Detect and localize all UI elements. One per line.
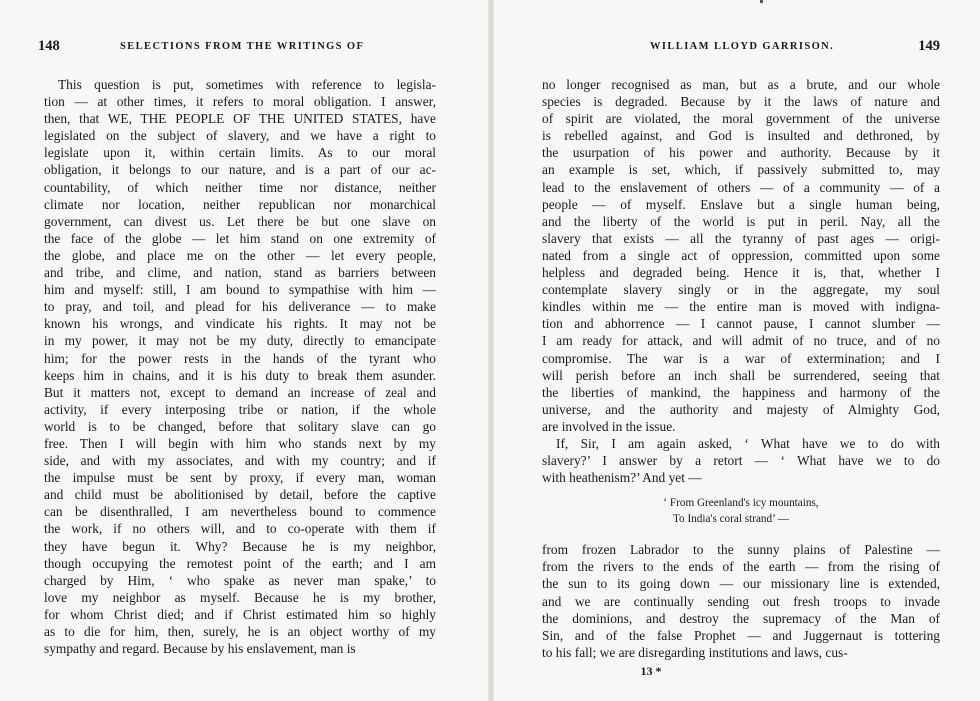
text-line: helpless and degraded being. Hence it is, that, whether I xyxy=(542,265,940,281)
text-line: charged by Him, ‘ who spake as never man spake,’ to xyxy=(44,572,436,588)
right-paragraph-2 xyxy=(542,435,940,486)
text-line: him and myself: still, I am bound to sympathise with him — xyxy=(44,282,436,298)
text-line: slavery that exists — all the tyranny of past ages — origi- xyxy=(542,230,940,246)
right-page-number: 149 xyxy=(918,38,940,54)
text-line: then, that WE, THE PEOPLE OF THE UNITED STATES, have xyxy=(44,111,436,127)
text-line: to pray, and toil, and plead for his deliverance — to make xyxy=(44,299,436,315)
text-line: from the rivers to the ends of the earth — from the rising of xyxy=(542,559,940,575)
right-running-head xyxy=(542,40,940,62)
text-line: the liberties of mankind, the happiness and harmony of the xyxy=(542,384,940,400)
text-line: and child must be abolitionised by detail, before the captive xyxy=(44,487,436,503)
text-line: and we are continually sending out fresh troops to invade xyxy=(542,593,940,609)
signature-mark: 13 * xyxy=(640,663,662,678)
text-line: species is degraded. Because by it the laws of nature and xyxy=(542,94,940,110)
text-line: are involved in the issue. xyxy=(542,418,676,434)
text-line: obligation, it belongs to our nature, and is a part of our ac- xyxy=(44,162,436,178)
text-line: known his wrongs, and vindicate his rights. It may not be xyxy=(44,316,436,332)
text-line: and the liberty of the world is put in peril. Nay, all the xyxy=(542,213,940,229)
right-page xyxy=(494,0,980,701)
text-line: climate nor location, neither republican nor monarchical xyxy=(44,196,436,212)
text-line: they have begun it. Why? Because he is my neighbor, xyxy=(44,538,436,554)
verse-quotation xyxy=(542,496,940,527)
text-line: the usurpation of his power and authority. Because by it xyxy=(542,145,940,161)
text-line: tion — at other times, it refers to moral obligation. I answer, xyxy=(44,94,436,110)
right-body-text xyxy=(542,76,940,680)
text-line: in my power, it may not be my duty, directly to emancipate xyxy=(44,333,436,349)
text-line: keeps him in chains, and it is his duty to break them asunder. xyxy=(44,367,436,383)
text-line: will perish before an inch shall be surrendered, seeing that xyxy=(542,367,940,383)
text-line: government, can divest us. Let there be but one slave on xyxy=(44,213,436,229)
text-line: the sun to its going down — our missionary line is extended, xyxy=(542,576,940,592)
right-paragraph-1 xyxy=(542,76,940,435)
text-line: the dominions, and destroy the supremacy of the Man of xyxy=(542,610,940,626)
right-running-title: WILLIAM LLOYD GARRISON. xyxy=(650,41,835,52)
text-line: love my neighbor as myself. Because he is my brother, xyxy=(44,589,436,605)
text-line: to his fall; we are disregarding institutions and laws, cus- xyxy=(542,644,848,660)
text-line: of spirit are violated, the moral government of the universe xyxy=(542,111,940,127)
text-line: tion and abhorrence — I cannot pause, I cannot slumber — xyxy=(542,316,940,332)
text-line: If, Sir, I am again asked, ‘ What have we to do with xyxy=(556,435,940,451)
text-line: This question is put, sometimes with reference to legisla- xyxy=(58,77,436,92)
text-line: him; for the power rests in the hands of the tyrant who xyxy=(44,350,436,366)
text-line: world is to be changed, before that solitary slave can go xyxy=(44,418,436,434)
text-line: Sin, and of the false Prophet — and Juggernaut is tottering xyxy=(542,627,940,643)
text-line: the impulse must be sent by proxy, if every man, woman xyxy=(44,470,436,486)
text-line: universe, and the authority and majesty of Almighty God, xyxy=(542,401,940,417)
text-line: no longer recognised as man, but as a brute, and our whole xyxy=(542,77,940,92)
text-line: the globe, and place me on the other — let every people, xyxy=(44,247,436,263)
text-line: legislate upon it, within certain limits. As to our moral xyxy=(44,145,436,161)
text-line: people — of myself. Enslave but a single human being, xyxy=(542,196,940,212)
text-line: contemplate slavery singly or in the aggregate, my soul xyxy=(542,282,940,298)
text-line: for whom Christ died; and if Christ estimated him so highly xyxy=(44,606,436,622)
text-line: But it matters not, except to demand an increase of zeal and xyxy=(44,384,436,400)
text-line: though occupying the remotest point of the earth; and I am xyxy=(44,555,436,571)
text-line: countability, of which neither time nor distance, neither xyxy=(44,179,436,195)
left-page xyxy=(0,0,488,701)
text-line: from frozen Labrador to the sunny plains of Palestine — xyxy=(542,542,940,558)
left-body-text xyxy=(44,76,436,657)
print-speck xyxy=(760,0,763,3)
text-line: legislated on the subject of slavery, and we have a right to xyxy=(44,128,436,144)
text-line: can be disenthralled, I am nevertheless bound to commence xyxy=(44,504,436,520)
right-paragraph-3 xyxy=(542,541,940,661)
left-running-head xyxy=(38,40,458,62)
text-line: sympathy and regard. Because by his enslavement, man is xyxy=(44,641,356,657)
verse-line: ‘ From Greenland's icy mountains, xyxy=(663,497,819,510)
text-line: side, and with my associates, and with my country; and if xyxy=(44,453,436,469)
text-line: an example is set, which, if passively submitted to, may xyxy=(542,162,940,178)
text-line: with heathenism?’ And yet — xyxy=(542,470,702,486)
text-line: free. Then I will begin with him who stands next by my xyxy=(44,435,436,451)
left-running-title: SELECTIONS FROM THE WRITINGS OF xyxy=(120,41,365,52)
text-line: the face of the globe — let him stand on one extremity of xyxy=(44,230,436,246)
text-line: slavery?’ I answer by a retort — ‘ What have we to do xyxy=(542,453,940,469)
text-line: is rebelled against, and God is insulted and dethroned, by xyxy=(542,128,940,144)
text-line: I am ready for attack, and will admit of no truce, and of no xyxy=(542,333,940,349)
text-line: compromise. The war is a war of extermination; and I xyxy=(542,350,940,366)
text-line: and tribe, and clime, and nation, stand as barriers between xyxy=(44,265,436,281)
text-line: nated from a single act of oppression, committed upon some xyxy=(542,247,940,263)
text-line: activity, if every interposing tribe or nation, if the whole xyxy=(44,401,436,417)
text-line: the work, if no others will, and to co-operate with them if xyxy=(44,521,436,537)
verse-line: To India's coral strand’ — xyxy=(673,512,789,525)
left-page-number: 148 xyxy=(38,38,60,54)
text-line: as to die for him, then, surely, he is an object worthy of my xyxy=(44,624,436,639)
text-line: kindles within me — the entire man is moved with indigna- xyxy=(542,299,940,315)
text-line: lead to the enslavement of others — of a community — of a xyxy=(542,179,940,195)
